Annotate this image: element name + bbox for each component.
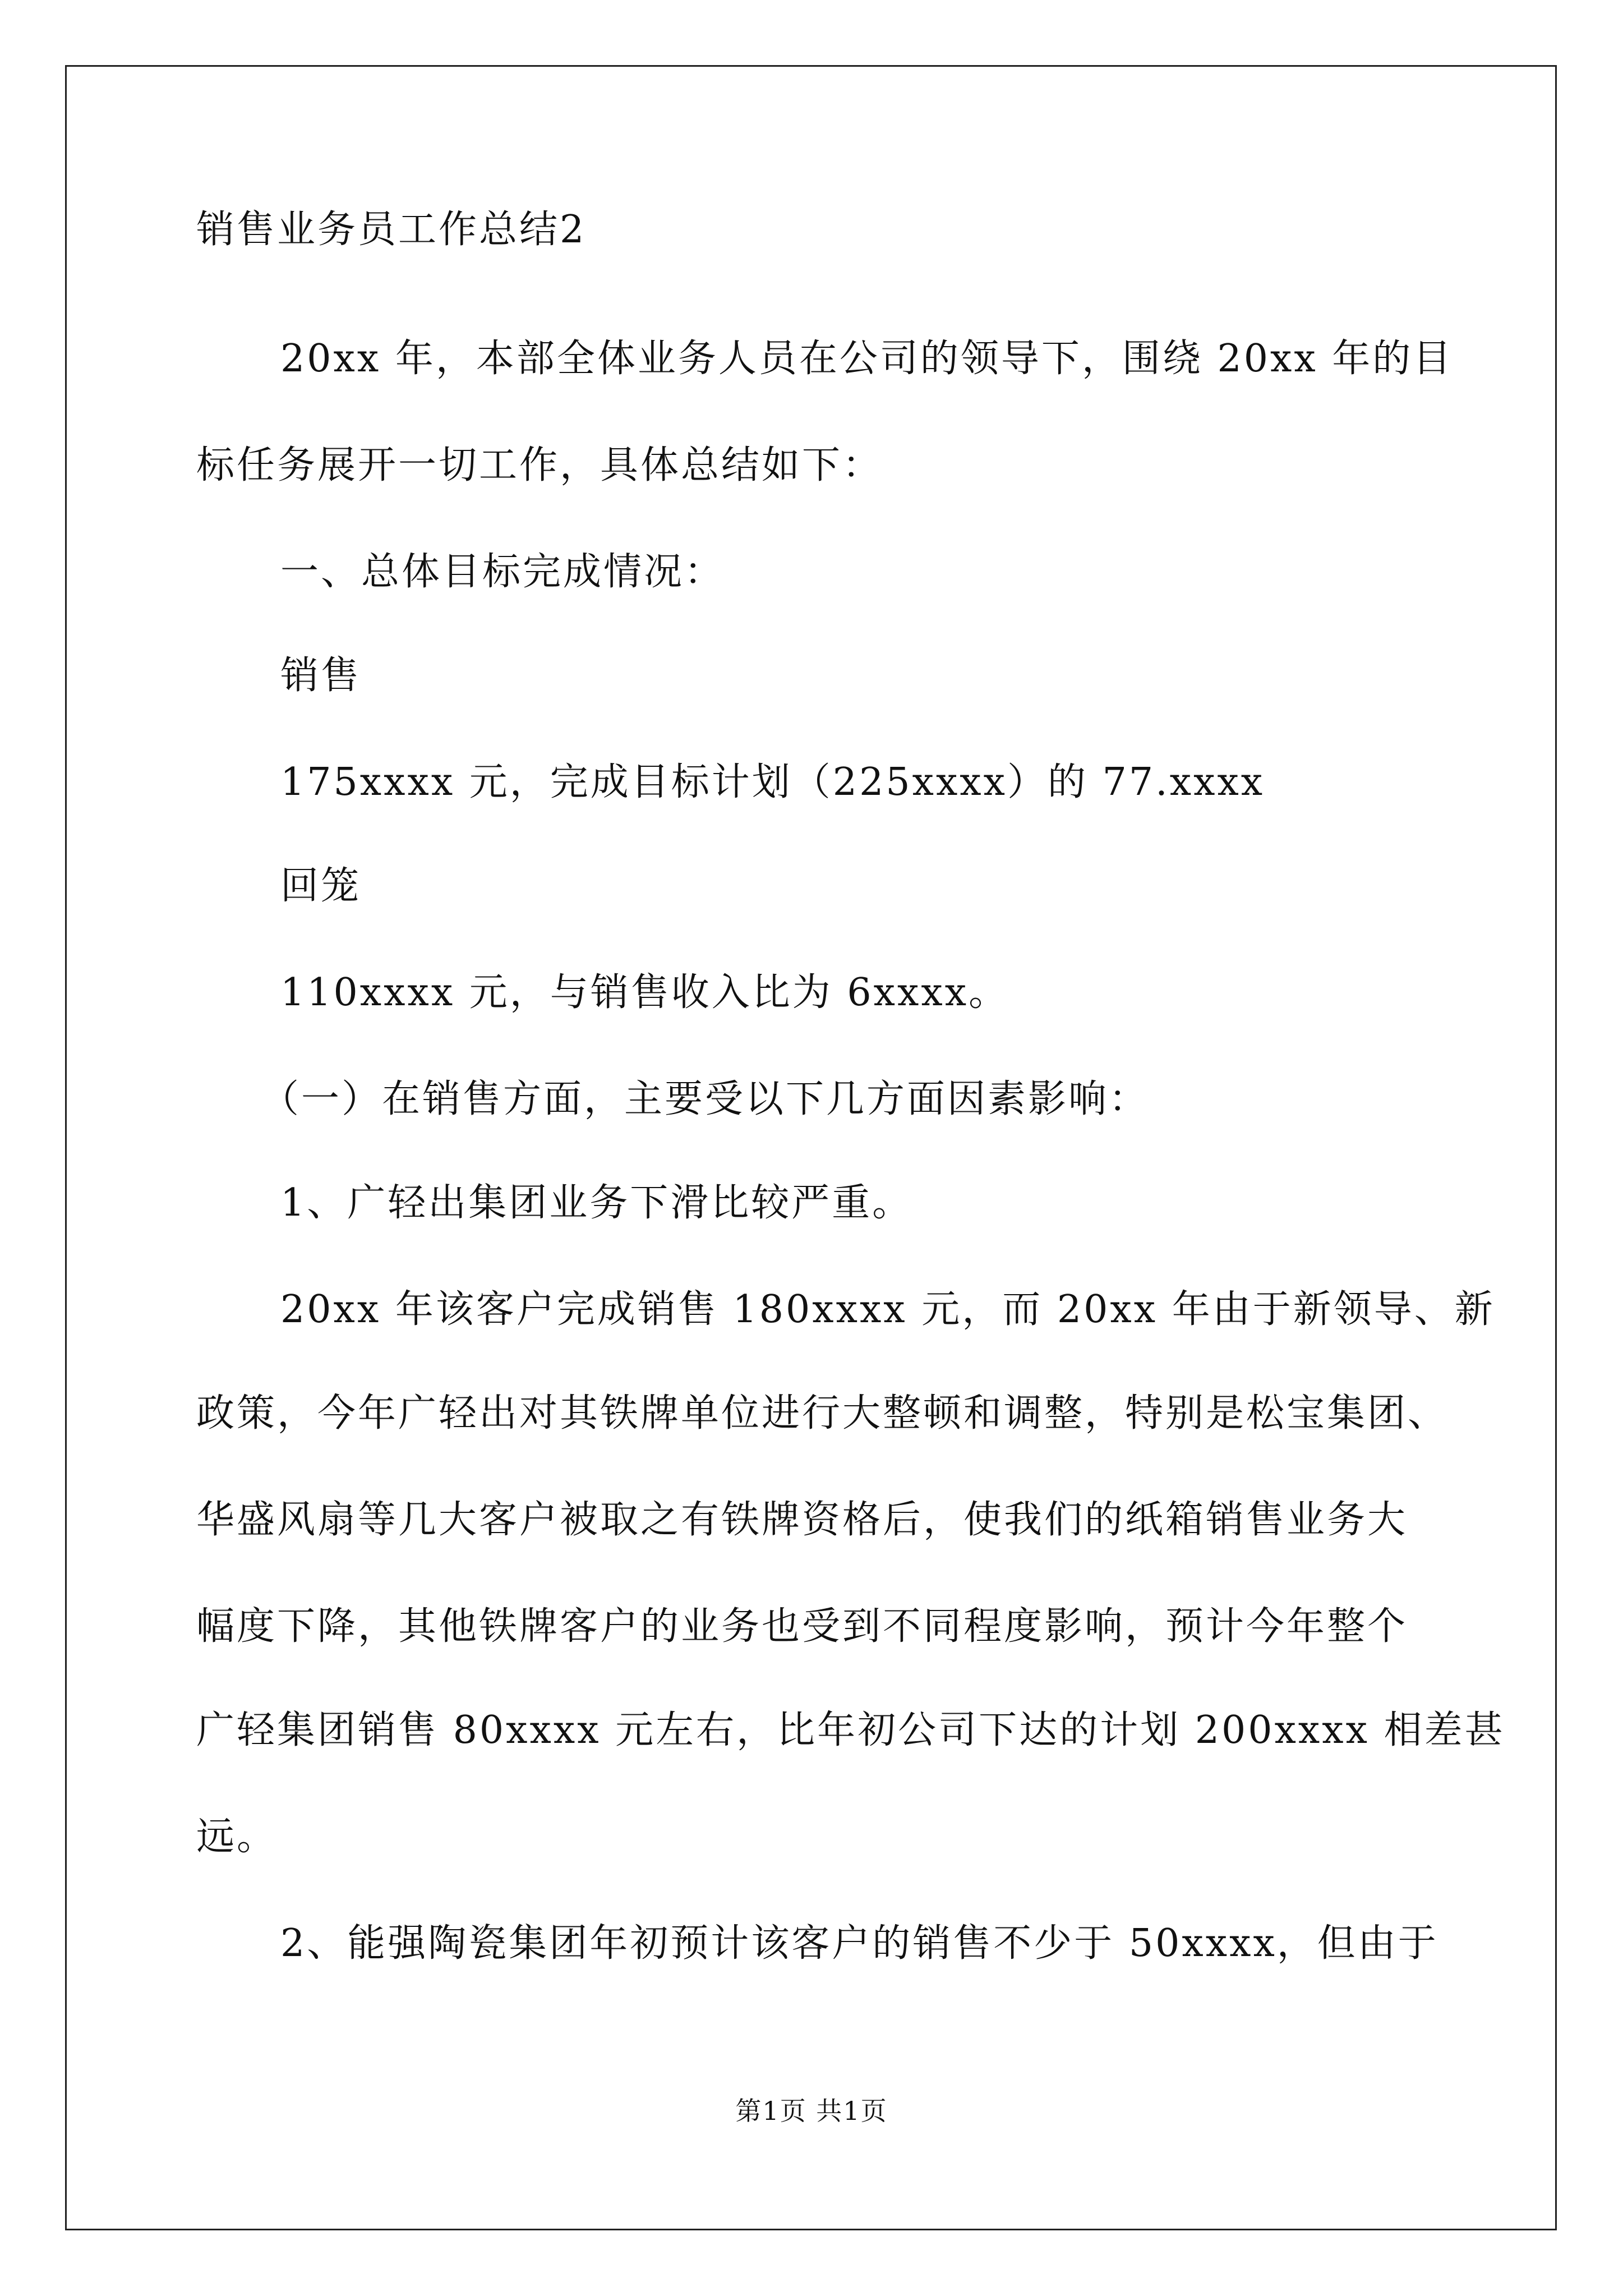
paragraph-line: 销售 (280, 654, 362, 698)
paragraph-line: 110xxxx 元，与销售收入比为 6xxxx。 (280, 970, 1009, 1015)
paragraph-line: 幅度下降，其他铁牌客户的业务也受到不同程度影响，预计今年整个 (196, 1604, 1408, 1649)
paragraph-line: 2、能强陶瓷集团年初预计该客户的销售不少于 50xxxx，但由于 (280, 1921, 1438, 1966)
section-heading: 一、总体目标完成情况： (280, 550, 725, 594)
paragraph-line: 政策，今年广轻出对其铁牌单位进行大整顿和调整，特别是松宝集团、 (196, 1391, 1449, 1435)
paragraph-line: 远。 (196, 1815, 278, 1859)
paragraph-line: 175xxxx 元，完成目标计划（225xxxx）的 77.xxxx (280, 760, 1265, 804)
paragraph-line: 1、广轻出集团业务下滑比较严重。 (280, 1181, 913, 1225)
paragraph-line: 广轻集团销售 80xxxx 元左右，比年初公司下达的计划 200xxxx 相差甚 (196, 1708, 1505, 1752)
paragraph-line: 20xx 年该客户完成销售 180xxxx 元，而 20xx 年由于新领导、新 (280, 1287, 1495, 1332)
paragraph-line: 标任务展开一切工作，具体总结如下： (196, 443, 883, 487)
page-number-footer: 第1页 共1页 (735, 2096, 888, 2126)
document-title: 销售业务员工作总结2 (196, 208, 587, 252)
paragraph-line: 华盛风扇等几大客户被取之有铁牌资格后，使我们的纸箱销售业务大 (196, 1498, 1408, 1542)
page-border (65, 65, 1557, 2230)
paragraph-line: 回笼 (280, 864, 362, 908)
paragraph-line: 20xx 年，本部全体业务人员在公司的领导下，围绕 20xx 年的目 (280, 337, 1454, 381)
subsection-heading: （一）在销售方面，主要受以下几方面因素影响： (261, 1077, 1150, 1121)
